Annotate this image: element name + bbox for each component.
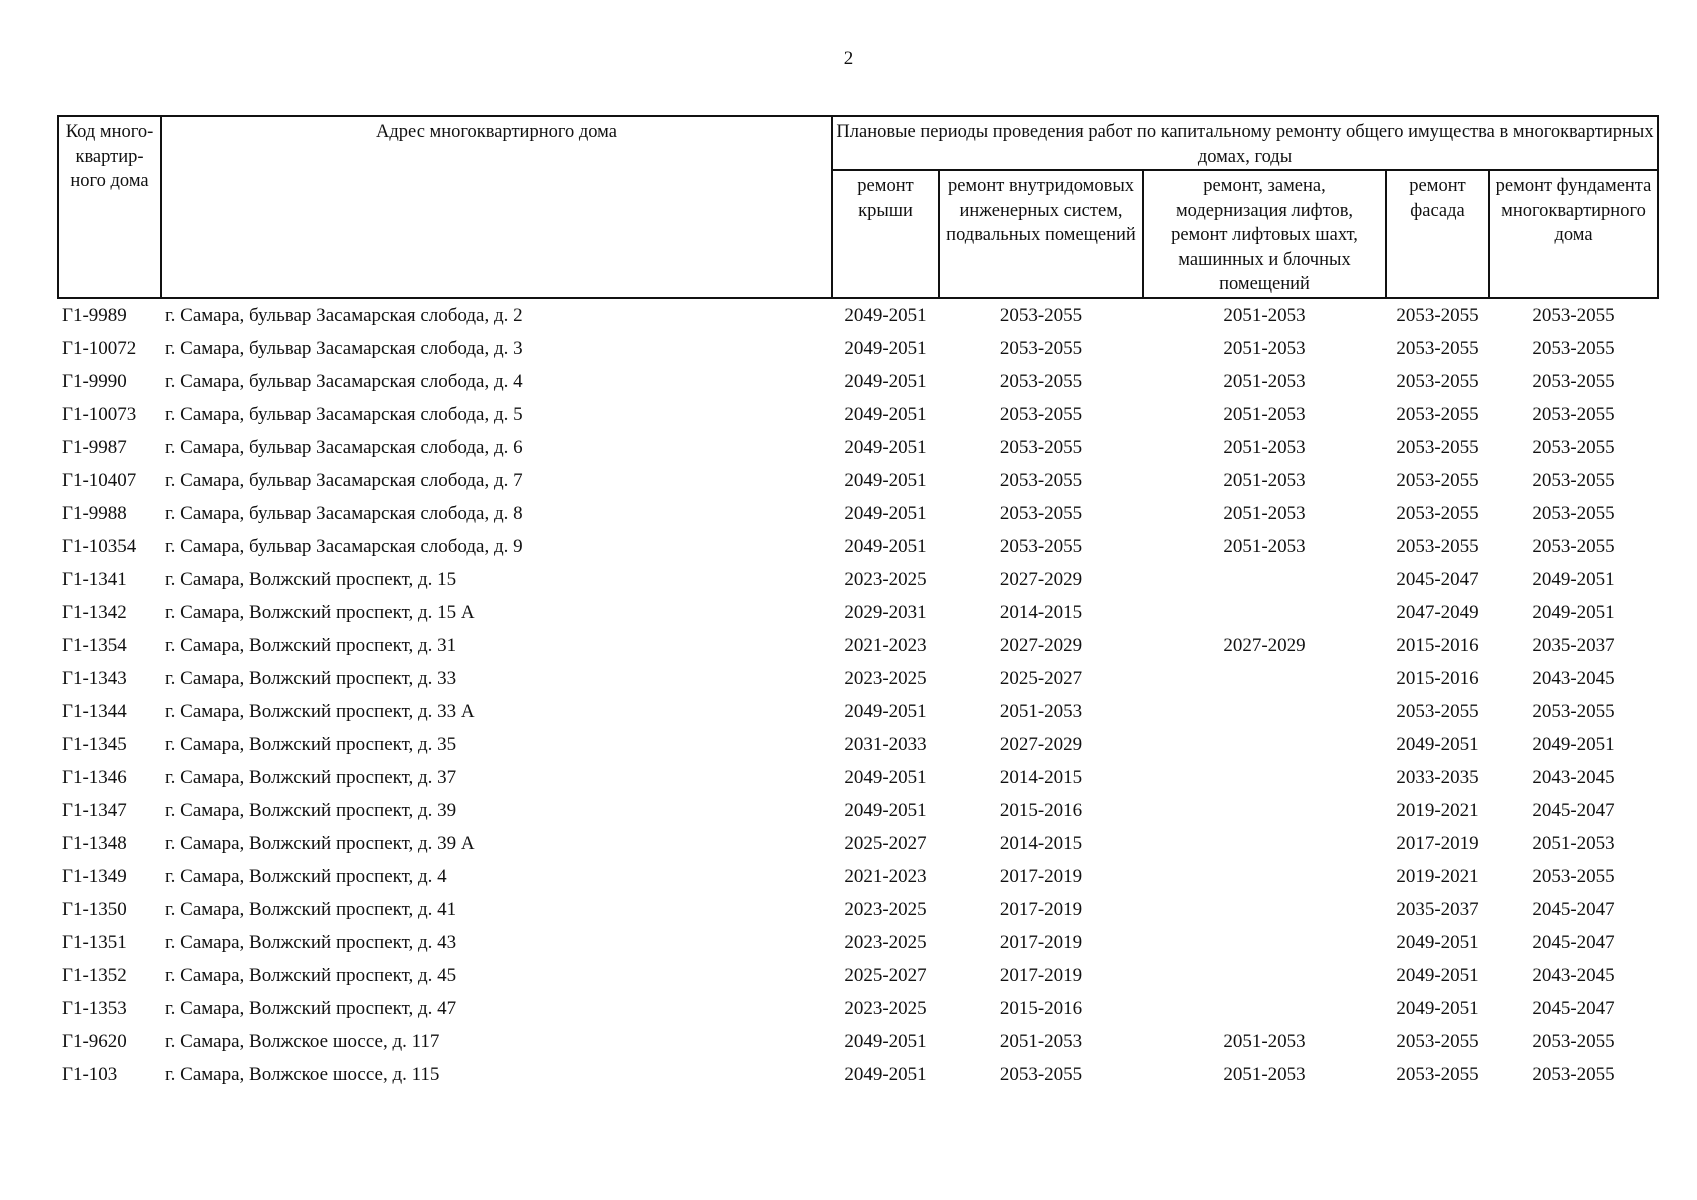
cell-facade: 2053-2055 [1396, 700, 1479, 722]
cell-code: Г1-1349 [62, 865, 127, 887]
cell-systems: 2053-2055 [999, 502, 1083, 524]
table-row [58, 695, 1658, 728]
cell-elevators: 2051-2053 [1223, 370, 1306, 392]
cell-roof: 2031-2033 [844, 733, 927, 755]
table-header [58, 116, 1658, 298]
cell-roof: 2023-2025 [844, 568, 927, 590]
cell-code: Г1-1351 [62, 931, 127, 953]
cell-elevators [1143, 695, 1386, 728]
cell-address: г. Самара, Волжский проспект, д. 45 [165, 964, 457, 986]
table-row [58, 662, 1658, 695]
cell-facade: 2049-2051 [1396, 931, 1479, 953]
table-row [58, 794, 1658, 827]
cell-foundation: 2053-2055 [1532, 370, 1615, 392]
table-row [58, 926, 1658, 959]
cell-facade: 2053-2055 [1396, 1030, 1479, 1052]
table-row [58, 596, 1658, 629]
cell-elevators [1143, 959, 1386, 992]
table-row [58, 629, 1658, 662]
cell-facade: 2049-2051 [1396, 964, 1479, 986]
cell-address: г. Самара, бульвар Засамарская слобода, д. 6 [165, 436, 523, 458]
cell-roof: 2049-2051 [844, 370, 927, 392]
header-periods: Плановые периоды проведения работ по капитальному ремонту общего имущества в многоквартирных домах, годы [832, 116, 1658, 170]
header-roof: ремонт крыши [832, 170, 939, 298]
cell-elevators [1143, 860, 1386, 893]
header-foundation: ремонт фундамента многоквартирного дома [1489, 170, 1658, 298]
cell-foundation: 2035-2037 [1532, 634, 1615, 656]
cell-elevators: 2051-2053 [1223, 535, 1306, 557]
cell-systems: 2053-2055 [999, 304, 1083, 326]
cell-address: г. Самара, Волжский проспект, д. 15 А [165, 601, 475, 623]
table-row [58, 365, 1658, 398]
cell-roof: 2023-2025 [844, 898, 927, 920]
table-row [58, 1025, 1658, 1058]
cell-address: г. Самара, бульвар Засамарская слобода, д. 4 [165, 370, 523, 392]
cell-elevators [1143, 596, 1386, 629]
cell-code: Г1-1352 [62, 964, 127, 986]
cell-systems: 2017-2019 [999, 898, 1083, 920]
cell-facade: 2049-2051 [1396, 997, 1479, 1019]
cell-systems: 2017-2019 [999, 865, 1083, 887]
cell-foundation: 2053-2055 [1532, 535, 1615, 557]
cell-roof: 2049-2051 [844, 304, 927, 326]
table-row [58, 992, 1658, 1025]
cell-foundation: 2053-2055 [1532, 700, 1615, 722]
table-row [58, 398, 1658, 431]
cell-address: г. Самара, Волжское шоссе, д. 117 [165, 1030, 440, 1052]
cell-facade: 2053-2055 [1396, 337, 1479, 359]
table-row [58, 563, 1658, 596]
cell-elevators: 2051-2053 [1223, 1030, 1306, 1052]
cell-foundation: 2045-2047 [1532, 931, 1615, 953]
cell-systems: 2017-2019 [999, 931, 1083, 953]
cell-code: Г1-10072 [62, 337, 137, 359]
cell-roof: 2023-2025 [844, 667, 927, 689]
cell-foundation: 2045-2047 [1532, 997, 1615, 1019]
cell-elevators: 2027-2029 [1223, 634, 1306, 656]
cell-facade: 2045-2047 [1396, 568, 1479, 590]
cell-elevators [1143, 761, 1386, 794]
cell-facade: 2019-2021 [1396, 865, 1479, 887]
cell-systems: 2015-2016 [999, 799, 1083, 821]
cell-code: Г1-9989 [62, 304, 127, 326]
cell-roof: 2049-2051 [844, 535, 927, 557]
cell-systems: 2053-2055 [999, 370, 1083, 392]
cell-foundation: 2045-2047 [1532, 799, 1615, 821]
cell-roof: 2023-2025 [844, 997, 927, 1019]
cell-roof: 2049-2051 [844, 469, 927, 491]
cell-code: Г1-1347 [62, 799, 127, 821]
cell-foundation: 2049-2051 [1532, 733, 1615, 755]
cell-systems: 2053-2055 [999, 1063, 1083, 1085]
cell-code: Г1-1348 [62, 832, 127, 854]
header-elevators: ремонт, замена, модернизация лифтов, ремонт лифтовых шахт, машинных и блочных помещений [1143, 170, 1386, 298]
cell-facade: 2033-2035 [1396, 766, 1479, 788]
cell-elevators: 2051-2053 [1223, 1063, 1306, 1085]
cell-roof: 2049-2051 [844, 700, 927, 722]
cell-address: г. Самара, бульвар Засамарская слобода, д. 2 [165, 304, 523, 326]
cell-foundation: 2043-2045 [1532, 766, 1615, 788]
cell-code: Г1-10407 [62, 469, 137, 491]
cell-facade: 2053-2055 [1396, 403, 1479, 425]
cell-systems: 2027-2029 [999, 568, 1083, 590]
cell-systems: 2025-2027 [999, 667, 1083, 689]
cell-elevators: 2051-2053 [1223, 502, 1306, 524]
cell-address: г. Самара, Волжский проспект, д. 33 А [165, 700, 475, 722]
cell-code: Г1-1354 [62, 634, 127, 656]
cell-facade: 2017-2019 [1396, 832, 1479, 854]
cell-roof: 2049-2051 [844, 799, 927, 821]
cell-address: г. Самара, бульвар Засамарская слобода, д. 3 [165, 337, 523, 359]
cell-roof: 2049-2051 [844, 337, 927, 359]
table-row [58, 827, 1658, 860]
cell-facade: 2053-2055 [1396, 370, 1479, 392]
cell-address: г. Самара, Волжский проспект, д. 37 [165, 766, 457, 788]
cell-foundation: 2045-2047 [1532, 898, 1615, 920]
cell-systems: 2053-2055 [999, 436, 1083, 458]
cell-address: г. Самара, Волжский проспект, д. 39 А [165, 832, 475, 854]
cell-elevators: 2051-2053 [1223, 403, 1306, 425]
page-number: 2 [843, 48, 854, 69]
cell-systems: 2053-2055 [999, 337, 1083, 359]
cell-foundation: 2053-2055 [1532, 337, 1615, 359]
cell-code: Г1-1345 [62, 733, 127, 755]
cell-facade: 2053-2055 [1396, 1063, 1479, 1085]
table-row [58, 1058, 1658, 1091]
cell-foundation: 2053-2055 [1532, 502, 1615, 524]
cell-address: г. Самара, Волжское шоссе, д. 115 [165, 1063, 440, 1085]
table-row [58, 298, 1658, 332]
table-row [58, 860, 1658, 893]
cell-address: г. Самара, Волжский проспект, д. 41 [165, 898, 457, 920]
cell-address: г. Самара, Волжский проспект, д. 15 [165, 568, 457, 590]
cell-facade: 2015-2016 [1396, 634, 1479, 656]
cell-elevators: 2051-2053 [1223, 337, 1306, 359]
cell-code: Г1-10073 [62, 403, 137, 425]
cell-code: Г1-10354 [62, 535, 137, 557]
cell-elevators [1143, 893, 1386, 926]
cell-systems: 2053-2055 [999, 403, 1083, 425]
cell-systems: 2053-2055 [999, 535, 1083, 557]
table-row [58, 728, 1658, 761]
cell-systems: 2027-2029 [999, 733, 1083, 755]
cell-elevators [1143, 992, 1386, 1025]
cell-code: Г1-1342 [62, 601, 127, 623]
cell-code: Г1-1346 [62, 766, 127, 788]
table-row [58, 530, 1658, 563]
cell-facade: 2053-2055 [1396, 535, 1479, 557]
table-row [58, 959, 1658, 992]
cell-systems: 2017-2019 [999, 964, 1083, 986]
cell-address: г. Самара, Волжский проспект, д. 4 [165, 865, 447, 887]
cell-facade: 2053-2055 [1396, 436, 1479, 458]
table-body [58, 298, 1658, 1091]
cell-roof: 2029-2031 [844, 601, 927, 623]
cell-foundation: 2053-2055 [1532, 865, 1615, 887]
cell-systems: 2027-2029 [999, 634, 1083, 656]
cell-code: Г1-1344 [62, 700, 127, 722]
cell-foundation: 2053-2055 [1532, 1063, 1615, 1085]
cell-elevators [1143, 794, 1386, 827]
cell-systems: 2014-2015 [999, 601, 1083, 623]
cell-address: г. Самара, бульвар Засамарская слобода, д. 7 [165, 469, 523, 491]
table-row [58, 497, 1658, 530]
cell-elevators: 2051-2053 [1223, 304, 1306, 326]
cell-facade: 2053-2055 [1396, 469, 1479, 491]
cell-elevators [1143, 563, 1386, 596]
cell-code: Г1-103 [62, 1063, 118, 1085]
cell-foundation: 2053-2055 [1532, 304, 1615, 326]
header-systems: ремонт внутридомовых инженерных систем, подвальных помещений [939, 170, 1143, 298]
cell-foundation: 2051-2053 [1532, 832, 1615, 854]
cell-code: Г1-1353 [62, 997, 127, 1019]
cell-foundation: 2053-2055 [1532, 1030, 1615, 1052]
cell-foundation: 2053-2055 [1532, 403, 1615, 425]
cell-systems: 2014-2015 [999, 832, 1083, 854]
cell-facade: 2047-2049 [1396, 601, 1479, 623]
cell-code: Г1-9620 [62, 1030, 127, 1052]
cell-roof: 2049-2051 [844, 1063, 927, 1085]
cell-address: г. Самара, Волжский проспект, д. 43 [165, 931, 457, 953]
cell-code: Г1-1350 [62, 898, 127, 920]
repair-schedule-table [57, 115, 1659, 1091]
cell-address: г. Самара, Волжский проспект, д. 35 [165, 733, 457, 755]
cell-code: Г1-1341 [62, 568, 127, 590]
cell-facade: 2053-2055 [1396, 502, 1479, 524]
cell-address: г. Самара, Волжский проспект, д. 33 [165, 667, 457, 689]
cell-roof: 2049-2051 [844, 766, 927, 788]
cell-roof: 2049-2051 [844, 436, 927, 458]
cell-roof: 2021-2023 [844, 865, 927, 887]
cell-foundation: 2053-2055 [1532, 436, 1615, 458]
header-facade: ремонт фасада [1386, 170, 1489, 298]
header-address: Адрес многоквартирного дома [161, 116, 832, 298]
cell-facade: 2035-2037 [1396, 898, 1479, 920]
cell-elevators: 2051-2053 [1223, 469, 1306, 491]
cell-foundation: 2049-2051 [1532, 568, 1615, 590]
header-code: Код много-квартир-ного дома [58, 116, 161, 298]
cell-foundation: 2043-2045 [1532, 964, 1615, 986]
table-row [58, 431, 1658, 464]
cell-code: Г1-9987 [62, 436, 127, 458]
table-row [58, 761, 1658, 794]
cell-roof: 2025-2027 [844, 964, 927, 986]
cell-systems: 2051-2053 [999, 1030, 1083, 1052]
cell-address: г. Самара, бульвар Засамарская слобода, д. 8 [165, 502, 523, 524]
cell-elevators [1143, 728, 1386, 761]
cell-elevators: 2051-2053 [1223, 436, 1306, 458]
cell-address: г. Самара, бульвар Засамарская слобода, д. 9 [165, 535, 523, 557]
cell-roof: 2025-2027 [844, 832, 927, 854]
cell-facade: 2015-2016 [1396, 667, 1479, 689]
cell-elevators [1143, 926, 1386, 959]
cell-foundation: 2049-2051 [1532, 601, 1615, 623]
cell-roof: 2023-2025 [844, 931, 927, 953]
cell-code: Г1-9990 [62, 370, 127, 392]
cell-address: г. Самара, Волжский проспект, д. 31 [165, 634, 457, 656]
cell-facade: 2053-2055 [1396, 304, 1479, 326]
cell-systems: 2015-2016 [999, 997, 1083, 1019]
cell-roof: 2021-2023 [844, 634, 927, 656]
cell-facade: 2049-2051 [1396, 733, 1479, 755]
cell-roof: 2049-2051 [844, 403, 927, 425]
cell-elevators [1143, 827, 1386, 860]
cell-code: Г1-9988 [62, 502, 127, 524]
cell-systems: 2053-2055 [999, 469, 1083, 491]
cell-roof: 2049-2051 [844, 1030, 927, 1052]
cell-elevators [1143, 662, 1386, 695]
cell-foundation: 2053-2055 [1532, 469, 1615, 491]
cell-address: г. Самара, Волжский проспект, д. 39 [165, 799, 457, 821]
cell-code: Г1-1343 [62, 667, 127, 689]
cell-systems: 2014-2015 [999, 766, 1083, 788]
table-row [58, 893, 1658, 926]
table-row [58, 464, 1658, 497]
cell-systems: 2051-2053 [999, 700, 1083, 722]
cell-address: г. Самара, Волжский проспект, д. 47 [165, 997, 457, 1019]
table-row [58, 332, 1658, 365]
cell-address: г. Самара, бульвар Засамарская слобода, д. 5 [165, 403, 523, 425]
cell-facade: 2019-2021 [1396, 799, 1479, 821]
cell-roof: 2049-2051 [844, 502, 927, 524]
cell-foundation: 2043-2045 [1532, 667, 1615, 689]
